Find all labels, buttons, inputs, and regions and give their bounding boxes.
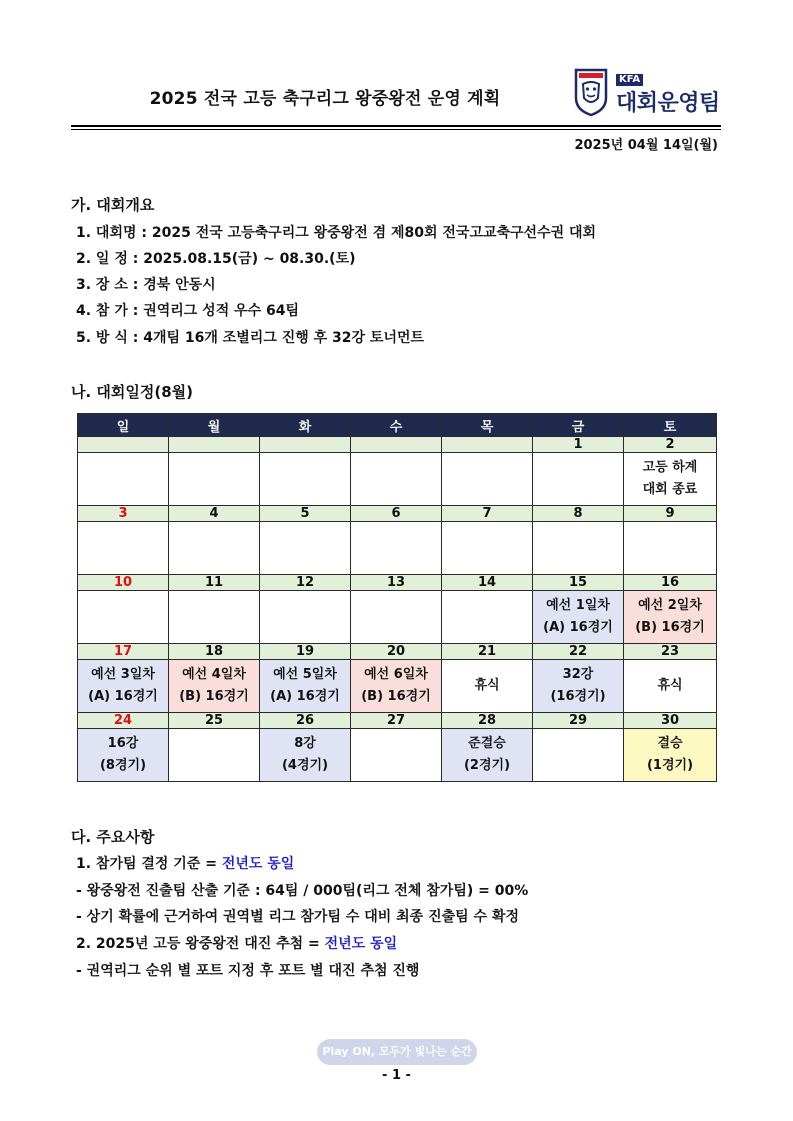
event-cell <box>78 729 169 782</box>
event-line: (B) 16경기 <box>361 689 431 704</box>
date-cell: 22 <box>533 644 624 660</box>
event-line: 준결승 <box>468 736 506 751</box>
date-cell: 23 <box>624 644 717 660</box>
event-line: 8강 <box>294 736 316 751</box>
event-cell <box>351 591 442 644</box>
schedule-heading: 나. 대회일정(8월) <box>71 383 194 401</box>
event-cell <box>533 522 624 575</box>
event-line: (A) 16경기 <box>543 620 613 635</box>
event-cell <box>624 660 717 713</box>
weekday-header: 화 <box>260 414 351 437</box>
date-cell <box>351 437 442 453</box>
kfa-logo <box>574 68 724 118</box>
event-line: 고등 하계 <box>642 460 698 475</box>
date-cell: 2 <box>624 437 717 453</box>
event-cell <box>624 729 717 782</box>
event-line: 예선 5일차 <box>273 667 337 682</box>
header-rule <box>71 125 721 127</box>
date-cell: 24 <box>78 713 169 729</box>
date-cell <box>169 437 260 453</box>
event-line: 32강 <box>562 667 594 682</box>
date-cell: 4 <box>169 506 260 522</box>
note-item-1 <box>76 853 294 873</box>
date-cell: 14 <box>442 575 533 591</box>
note-item-2 <box>76 933 397 953</box>
event-cell <box>624 453 717 506</box>
event-cell <box>351 729 442 782</box>
date-cell <box>78 437 169 453</box>
weekday-header: 일 <box>78 414 169 437</box>
date-cell <box>442 437 533 453</box>
event-cell <box>260 729 351 782</box>
date-cell: 7 <box>442 506 533 522</box>
date-cell: 6 <box>351 506 442 522</box>
note-subitem: - 상기 확률에 근거하여 권역별 리그 참가팀 수 대비 최종 진출팀 수 확정 <box>76 909 519 925</box>
event-cell <box>78 591 169 644</box>
note-subitem: - 권역리그 순위 별 포트 지정 후 포트 별 대진 추첨 진행 <box>76 963 420 979</box>
weekday-header: 수 <box>351 414 442 437</box>
event-cell <box>442 729 533 782</box>
event-line: 예선 3일차 <box>91 667 155 682</box>
event-line: 예선 2일차 <box>638 598 702 613</box>
event-cell <box>442 453 533 506</box>
event-line: (8경기) <box>99 758 147 773</box>
date-cell: 16 <box>624 575 717 591</box>
footer-slogan: Play ON, 모두가 빛나는 순간 <box>317 1039 477 1065</box>
notes-heading: 다. 주요사항 <box>71 828 155 846</box>
document-date: 2025년 04월 14일(월) <box>574 138 718 153</box>
event-cell <box>624 522 717 575</box>
overview-heading: 가. 대회개요 <box>71 196 155 214</box>
weekday-header: 월 <box>169 414 260 437</box>
date-cell: 12 <box>260 575 351 591</box>
weekday-header: 금 <box>533 414 624 437</box>
date-cell: 21 <box>442 644 533 660</box>
overview-item: 2. 일 정 : 2025.08.15(금) ~ 08.30.(토) <box>76 251 356 267</box>
date-cell: 11 <box>169 575 260 591</box>
event-line: 휴식 <box>474 678 500 693</box>
event-line: 휴식 <box>657 678 683 693</box>
event-cell <box>78 660 169 713</box>
event-cell <box>169 522 260 575</box>
event-cell <box>533 591 624 644</box>
event-cell <box>260 453 351 506</box>
event-line: (1경기) <box>646 758 694 773</box>
date-cell: 13 <box>351 575 442 591</box>
event-line: (B) 16경기 <box>179 689 249 704</box>
kfa-badge: KFA <box>616 74 643 86</box>
event-line: (A) 16경기 <box>88 689 158 704</box>
note-highlight: 전년도 동일 <box>324 936 398 952</box>
event-line: 예선 4일차 <box>182 667 246 682</box>
event-cell <box>533 729 624 782</box>
date-cell: 28 <box>442 713 533 729</box>
page-number: - 1 - <box>382 1068 411 1083</box>
overview-item: 5. 방 식 : 4개팀 16개 조별리그 진행 후 32강 토너먼트 <box>76 330 425 346</box>
date-cell: 20 <box>351 644 442 660</box>
event-line: (2경기) <box>463 758 511 773</box>
event-cell <box>351 660 442 713</box>
overview-item: 1. 대회명 : 2025 전국 고등축구리그 왕중왕전 겸 제80회 전국고교축구선수권 대회 <box>76 225 597 241</box>
event-cell <box>169 453 260 506</box>
event-cell <box>169 591 260 644</box>
date-cell: 19 <box>260 644 351 660</box>
event-cell <box>78 453 169 506</box>
overview-item: 3. 장 소 : 경북 안동시 <box>76 277 216 293</box>
event-cell <box>169 660 260 713</box>
date-cell: 18 <box>169 644 260 660</box>
event-line: 16강 <box>107 736 139 751</box>
logo-text: 대회운영팀 <box>616 91 720 116</box>
date-cell: 1 <box>533 437 624 453</box>
event-cell <box>351 522 442 575</box>
date-cell: 30 <box>624 713 717 729</box>
date-cell: 10 <box>78 575 169 591</box>
event-cell <box>533 453 624 506</box>
event-line: (16경기) <box>550 689 606 704</box>
event-line: (4경기) <box>281 758 329 773</box>
kfa-tiger-emblem-icon <box>574 68 608 116</box>
event-line: 결승 <box>657 736 683 751</box>
event-line: (A) 16경기 <box>270 689 340 704</box>
event-cell <box>442 591 533 644</box>
schedule-calendar <box>77 413 717 782</box>
date-cell: 9 <box>624 506 717 522</box>
note-highlight: 전년도 동일 <box>221 856 295 872</box>
date-cell: 29 <box>533 713 624 729</box>
weekday-header: 목 <box>442 414 533 437</box>
note-label: 1. 참가팀 결정 기준 = <box>76 856 222 872</box>
event-cell <box>78 522 169 575</box>
event-line: (B) 16경기 <box>635 620 705 635</box>
date-cell: 26 <box>260 713 351 729</box>
date-cell <box>260 437 351 453</box>
event-cell <box>442 522 533 575</box>
date-cell: 15 <box>533 575 624 591</box>
date-cell: 8 <box>533 506 624 522</box>
note-subitem: - 왕중왕전 진출팀 산출 기준 : 64팀 / 000팀(리그 전체 참가팀) = 00% <box>76 883 529 899</box>
date-cell: 17 <box>78 644 169 660</box>
event-cell <box>533 660 624 713</box>
event-line: 예선 1일차 <box>546 598 610 613</box>
event-cell <box>260 660 351 713</box>
event-cell <box>169 729 260 782</box>
event-cell <box>442 660 533 713</box>
date-cell: 27 <box>351 713 442 729</box>
event-cell <box>351 453 442 506</box>
overview-item: 4. 참 가 : 권역리그 성적 우수 64팀 <box>76 303 300 319</box>
event-line: 예선 6일차 <box>364 667 428 682</box>
date-cell: 25 <box>169 713 260 729</box>
page-title: 2025 전국 고등 축구리그 왕중왕전 운영 계획 <box>149 89 501 109</box>
header-rule-thin <box>71 129 721 130</box>
note-label: 2. 2025년 고등 왕중왕전 대진 추첨 = <box>76 936 325 952</box>
event-cell <box>260 522 351 575</box>
event-cell <box>624 591 717 644</box>
event-line: 대회 종료 <box>642 482 698 497</box>
date-cell: 5 <box>260 506 351 522</box>
weekday-header: 토 <box>624 414 717 437</box>
event-cell <box>260 591 351 644</box>
date-cell: 3 <box>78 506 169 522</box>
